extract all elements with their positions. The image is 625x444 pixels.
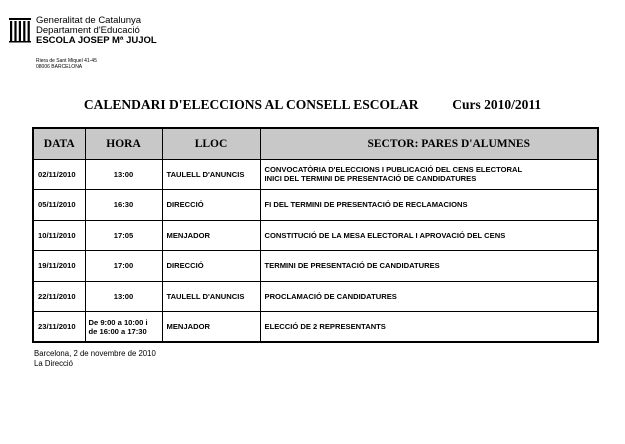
title-text: CALENDARI D'ELECCIONS AL CONSELL ESCOLAR <box>83 97 419 112</box>
cell-place: DIRECCIÓ <box>162 190 260 221</box>
time-line: 13:00 <box>113 169 134 179</box>
cell-date: 02/11/2010 <box>33 159 85 190</box>
cell-description <box>260 312 598 343</box>
cell-place: DIRECCIÓ <box>162 251 260 282</box>
footer-signature: La Direcció <box>34 359 73 368</box>
cell-description <box>260 220 598 251</box>
cell-time <box>85 251 162 282</box>
cell-description <box>260 159 598 190</box>
time-line: 17:00 <box>113 261 134 271</box>
catalan-stripes-shield-icon <box>9 17 31 43</box>
cell-time <box>85 281 162 312</box>
footer-place-date: Barcelona, 2 de novembre de 2010 <box>34 349 156 358</box>
table-row <box>33 251 598 282</box>
cell-place: TAULELL D'ANUNCIS <box>162 281 260 312</box>
header-place: LLOC <box>162 128 260 159</box>
table-row <box>33 220 598 251</box>
address-street: Riera de Sant Miquel 41-45 <box>36 58 97 64</box>
header-date: DATA <box>33 128 85 159</box>
description-line: ELECCIÓ DE 2 REPRESENTANTS <box>264 322 386 331</box>
cell-date: 23/11/2010 <box>33 312 85 343</box>
time-line: De 9:00 a 10:00 i <box>88 317 148 327</box>
description-line: TERMINI DE PRESENTACIÓ DE CANDIDATURES <box>264 261 440 271</box>
cell-time <box>85 220 162 251</box>
cell-place: MENJADOR <box>162 220 260 251</box>
org-line-generalitat: Generalitat de Catalunya <box>36 15 142 26</box>
time-line: 17:05 <box>113 230 134 240</box>
description-line: CONSTITUCIÓ DE LA MESA ELECTORAL I APROVACIÓ DEL CENS <box>264 230 506 240</box>
cell-time <box>85 312 162 343</box>
header-sector: SECTOR: PARES D'ALUMNES <box>260 128 598 159</box>
school-address <box>36 58 97 70</box>
description-line: FI DEL TERMINI DE PRESENTACIÓ DE RECLAMACIONS <box>264 200 468 210</box>
table-row <box>33 281 598 312</box>
time-line: 13:00 <box>113 291 134 301</box>
description-line: CONVOCATÒRIA D'ELECCIONS I PUBLICACIÓ DEL CENS ELECTORAL <box>264 165 523 175</box>
table-row <box>33 312 598 343</box>
description-line: INICI DEL TERMINI DE PRESENTACIÓ DE CANDIDATURES <box>264 174 477 184</box>
school-name: ESCOLA JOSEP Mª JUJOL <box>36 35 157 46</box>
time-line: 16:30 <box>113 200 134 210</box>
election-calendar-table <box>32 127 599 343</box>
cell-description <box>260 190 598 221</box>
cell-date: 05/11/2010 <box>33 190 85 221</box>
course-year: Curs 2010/2011 <box>452 97 542 112</box>
table-row <box>33 159 598 190</box>
time-line: de 16:00 a 17:30 <box>88 326 147 336</box>
cell-description <box>260 251 598 282</box>
cell-place: TAULELL D'ANUNCIS <box>162 159 260 190</box>
cell-date: 19/11/2010 <box>33 251 85 282</box>
cell-place: MENJADOR <box>162 312 260 343</box>
header-time: HORA <box>85 128 162 159</box>
cell-time <box>85 159 162 190</box>
org-line-department: Departament d'Educació <box>36 25 140 36</box>
table-row <box>33 190 598 221</box>
description-line: PROCLAMACIÓ DE CANDIDATURES <box>264 291 397 301</box>
table-header-row <box>33 128 598 159</box>
organization-header <box>36 16 157 46</box>
cell-date: 10/11/2010 <box>33 220 85 251</box>
document-title <box>0 97 625 113</box>
document-footer <box>34 349 156 369</box>
cell-time <box>85 190 162 221</box>
address-city: 08006 BARCELONA <box>36 64 83 70</box>
cell-description <box>260 281 598 312</box>
cell-date: 22/11/2010 <box>33 281 85 312</box>
